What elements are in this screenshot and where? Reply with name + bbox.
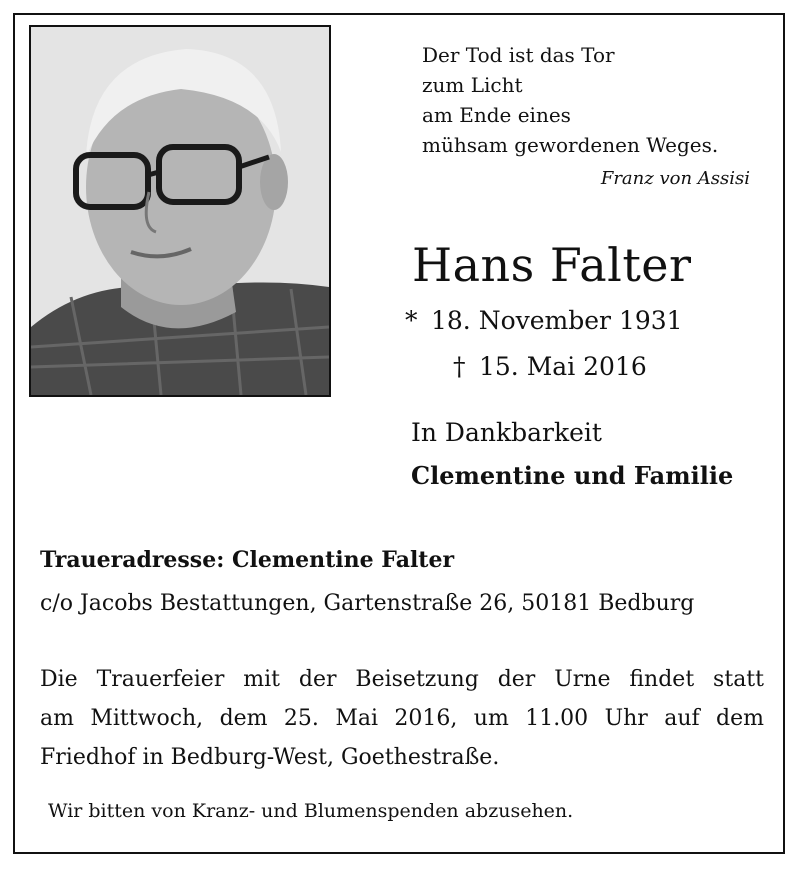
death-date-text: 15. Mai 2016 [479, 352, 647, 381]
birth-symbol: * [405, 306, 418, 335]
family-signature: Clementine und Familie [411, 461, 734, 490]
death-symbol: † [453, 352, 466, 381]
quote-line: zum Licht [422, 73, 523, 97]
quote-line: mühsam gewordenen Weges. [422, 133, 719, 157]
mourning-address-label: Traueradresse: Clementine Falter [40, 547, 455, 573]
mourning-address: c/o Jacobs Bestattungen, Gartenstraße 26, 50181 Bedburg [40, 591, 695, 616]
deceased-name: Hans Falter [412, 238, 692, 292]
quote-author: Franz von Assisi [600, 168, 750, 189]
donation-request: Wir bitten von Kranz- und Blumenspenden abzusehen. [48, 800, 574, 822]
quote [422, 40, 718, 160]
ceremony-line: am Mittwoch, dem 25. Mai 2016, um 11.00 Uhr auf dem [40, 706, 764, 731]
death-date [453, 352, 647, 381]
portrait-photo [29, 25, 331, 397]
portrait-image [31, 27, 329, 395]
birth-date-text: 18. November 1931 [431, 306, 683, 335]
thanks-line: In Dankbarkeit [411, 418, 602, 447]
birth-date [405, 306, 683, 335]
quote-line: am Ende eines [422, 103, 571, 127]
quote-line: Der Tod ist das Tor [422, 43, 615, 67]
ceremony-text [40, 660, 764, 777]
ceremony-line: Die Trauerfeier mit der Beisetzung der Urne findet statt [40, 667, 764, 692]
ceremony-line: Friedhof in Bedburg-West, Goethestraße. [40, 745, 500, 770]
